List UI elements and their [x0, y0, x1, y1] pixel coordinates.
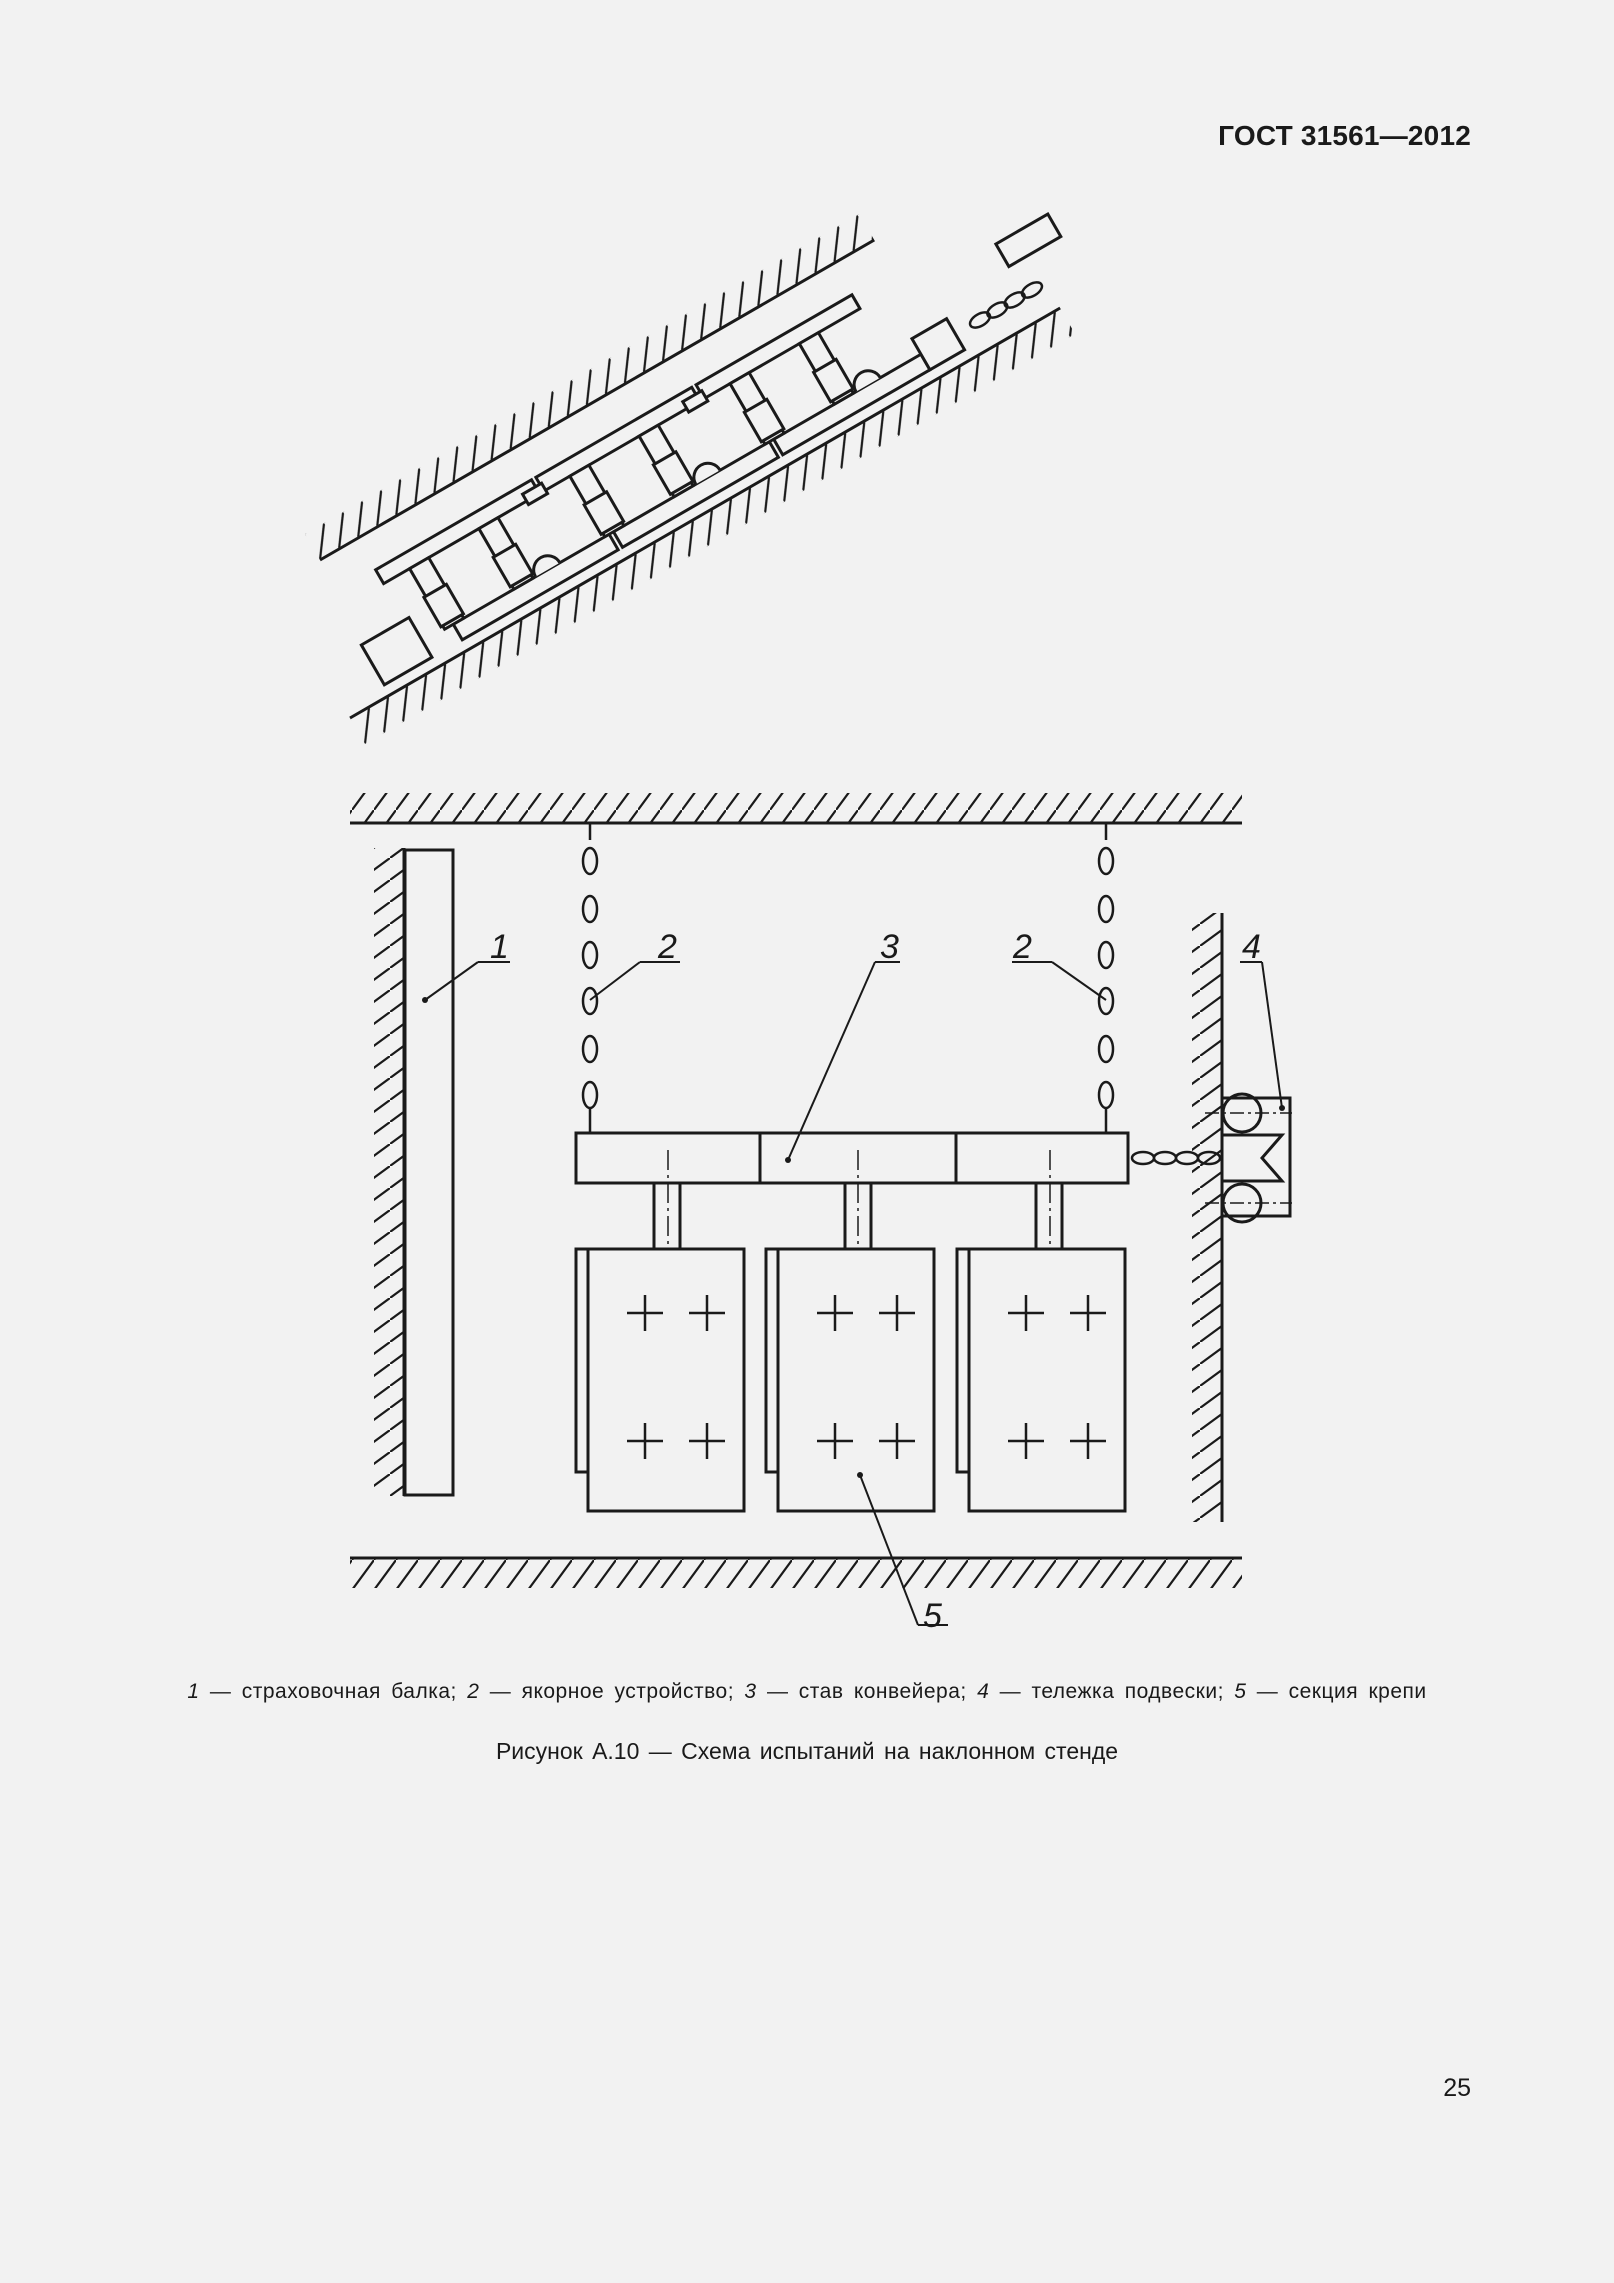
- anchor-chain-left: [583, 823, 597, 1133]
- figure-caption: Рисунок А.10 — Схема испытаний на наклонном стенде: [495, 1738, 1119, 1764]
- callout-anchor-left: 2: [658, 928, 677, 966]
- inclined-installation-view: [305, 190, 1086, 744]
- callout-conveyor-frame: 3: [880, 928, 899, 966]
- legend-item-5: 5 — секция крепи: [1234, 1680, 1427, 1703]
- callout-support-section: 5: [923, 1597, 942, 1635]
- anchor-chain-right: [1099, 823, 1113, 1133]
- legend-item-3: 3 — став конвейера;: [744, 1680, 967, 1703]
- callout-suspension-trolley: 4: [1242, 928, 1261, 966]
- callout-safety-beam: 1: [490, 928, 509, 966]
- support-sections: [576, 1183, 1125, 1511]
- legend-item-1: 1 — страховочная балка;: [187, 1680, 457, 1703]
- figure-legend: [0, 1680, 1614, 1704]
- document-standard-code: ГОСТ 31561—2012: [1218, 120, 1471, 151]
- safety-beam: [405, 850, 453, 1495]
- conveyor-frame: [576, 1133, 1128, 1255]
- front-view-test-scheme: [350, 793, 1292, 1625]
- legend-item-4: 4 — тележка подвески;: [977, 1680, 1224, 1703]
- legend-item-2: 2 — якорное устройство;: [467, 1680, 735, 1703]
- page-number: 25: [1443, 2074, 1471, 2102]
- callout-anchor-right: 2: [1013, 928, 1032, 966]
